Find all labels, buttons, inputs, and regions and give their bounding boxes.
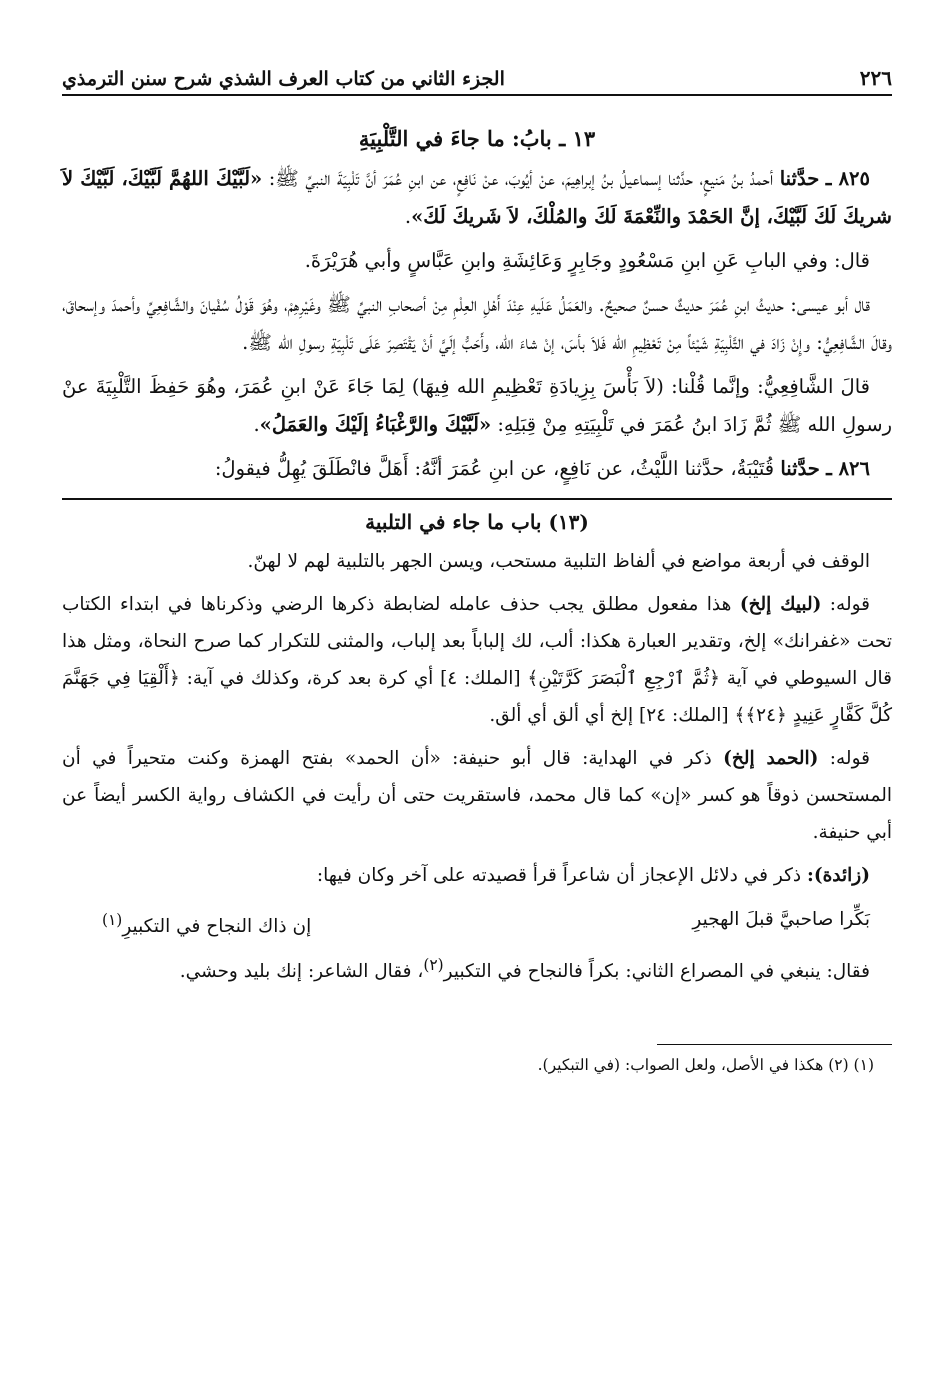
page-number: ٢٢٦ bbox=[859, 66, 892, 90]
hadith-number: ٨٢٦ ـ bbox=[826, 457, 870, 480]
p2-keyword: (لبيك إلخ) bbox=[739, 594, 822, 615]
commentary-title: (١٣) باب ما جاء في التلبية bbox=[365, 510, 589, 534]
poetry-verse bbox=[62, 900, 892, 947]
p4-text: ذكر في دلائل الإعجاز أن شاعراً قرأ قصيدته على آخر وكان فيها: bbox=[316, 865, 802, 886]
shafii-talbiya: «لَبَّيْكَ والرَّغْبَاءُ إلَيْكَ والعَمَلُ» bbox=[259, 413, 492, 436]
verse-first-hemistich: بَكِّرا صاحبيَّ قبلَ الهجيرِ bbox=[692, 909, 870, 930]
hadith-lead: حدَّثنا bbox=[779, 167, 820, 190]
commentary-p2 bbox=[62, 586, 892, 734]
hadith-825 bbox=[62, 160, 892, 236]
chapter-heading: ١٣ ـ بابُ: ما جاءَ في التَّلْبِيَةِ bbox=[358, 126, 596, 151]
p2-text: هذا مفعول مطلق يجب حذف عامله لضابطة ذكرها الرضي وذكرناها في ابتداء الكتاب تحت «غفرانك» إلخ، وتقدير العبارة هكذا: ألب، لك إلباباً بعد إلباب، والمثنى للتكرار كما صرح النحاة، ومثل هذا قال السيوطي في آية ﴿ثُمَّ ٱرْجِعِ ٱلْبَصَرَ كَرَّتَيْنِ﴾ [الملك: ٤] أي كرة بعد كرة، وكذلك في آية: ﴿أَلْقِيَا فِي جَهَنَّمَ كُلَّ كَفَّارٍ عَنِيدٍ ﴿٢٤﴾﴾ [الملك: ٢٤] إلخ أي ألق أي ألق. bbox=[62, 594, 892, 726]
paragraph-shafii bbox=[62, 368, 892, 444]
p4-keyword: (زائدة): bbox=[807, 865, 870, 886]
p3-keyword: (الحمد إلخ) bbox=[723, 748, 819, 769]
hadith-chain: أحمدُ بنُ مَنيعٍ، حدَّثنا إسماعيلُ بنُ إبراهِيمَ، عنْ أيُوبَ، عنْ نَافِعٍ، عن ابنِ عُمَرَ أنَّ تَلْبِيَةَ النبيِّ ﷺ: bbox=[268, 167, 774, 190]
shafii-text: قالَ الشَّافِعِيُّ: وإنَّما قُلْنا: (لاَ بَأْسَ بِزِيادَةِ تَعْظِيمِ الله فِيهَا) لِمَا جَاءَ عَنْ ابنِ عُمَرَ، وهُوَ حَفِظَ التَّلْبِيَةَ عنْ رسولِ الله ﷺ ثُمَّ زَادَ ابنُ عُمَرَ في تَلْبِيَتِهِ مِنْ قِبَلِهِ: bbox=[62, 375, 892, 436]
main-text bbox=[62, 112, 892, 1079]
p3-text: ذكر في الهداية: قال أبو حنيفة: «أن الحمد» بفتح الهمزة وكنت متحيراً في أن المستحسن ذوقاً هو كسر «إن» كما قال محمد، فاستقريت حتى أن رأيت في الكشاف رواية الكسر أيضاً عن أبي حنيفة. bbox=[62, 748, 892, 843]
hadith-end: . bbox=[404, 205, 412, 228]
commentary-p5: فقال: ينبغي في المصراع الثاني: بكراً فالنجاح في التكبير$^{(٢)}$، فقال الشاعر: إنك بليد وحشي. bbox=[179, 956, 870, 983]
footnote-ref: (١) bbox=[102, 911, 123, 929]
page-header bbox=[62, 58, 892, 96]
footnote-ref: (٢) bbox=[423, 956, 444, 975]
commentary-p1: الوقف في أربعة مواضع في ألفاظ التلبية مستحب، ويسن الجهر بالتلبية لهم لا لهنّ. bbox=[247, 551, 870, 572]
p2-lead: قوله: bbox=[829, 594, 870, 615]
commentary-p3 bbox=[62, 740, 892, 851]
p3-lead: قوله: bbox=[829, 748, 870, 769]
hadith-text: قُتَيْبَةُ، حدَّثنا اللَّيْثُ، عن نَافِعٍ، عن ابنِ عُمَرَ أنَّهُ: أَهَلَّ فانْطَلَقَ يُهِلُّ فيقولُ: bbox=[214, 457, 775, 480]
talbiya-text: «لَبَّيْكَ اللهُمَّ لَبَّيْكَ، لَبَّيْكَ لاَ شريكَ لَكَ لَبَّيْكَ، إنَّ الحَمْدَ والنِّعْمَةَ لَكَ والمُلْكَ، لاَ شَريكَ لَكَ» bbox=[62, 167, 892, 228]
shafii-end: . bbox=[253, 413, 260, 436]
footnote: (١) (٢) هكذا في الأصل، ولعل الصواب: (في التبكير). bbox=[537, 1056, 874, 1075]
hadith-lead: حدَّثنا bbox=[780, 457, 820, 480]
running-title: الجزء الثاني من كتاب العرف الشذي شرح سنن الترمذي bbox=[62, 68, 505, 90]
footnote-divider bbox=[657, 1044, 892, 1045]
hadith-826 bbox=[62, 450, 892, 488]
verse-second-hemistich: إن ذاك النجاح في التكبيرِ$^{(١)}$ bbox=[102, 911, 312, 938]
paragraph-bab: قال: وفي البابِ عَنِ ابنِ مَسْعُودٍ وجَابِرٍ وَعَائِشَةِ وابنِ عَبَّاسٍ وأبي هُرَيْرَةَ. bbox=[304, 249, 870, 272]
commentary bbox=[62, 504, 892, 990]
paragraph-abu-isa: قال أبو عيسى: حديثُ ابنِ عُمَرَ حديثٌ حسنٌ صحيحٌ. والعَمَلُ عَلَيهِ عِنْدَ أَهْلِ العِلْمِ مِنْ أصحابِ النبيِّ ﷺ وغَيْرِهِمْ، وهُوَ قَوْلُ سُفْيانَ والشَّافِعِيِّ وأحمدَ وإسحاقَ، وقالَ الشَّافِعِيُّ: وإِنْ زَادَ في التَّلْبِيَةِ شَيْئاً مِنْ تَعْظِيمِ الله فَلاَ بأسَ، إنْ شاءَ الله، وأَحَبُّ إلَيَّ أنْ يَقْتَصِرَ عَلَى تَلْبِيَةِ رسولِ الله ﷺ. bbox=[62, 293, 892, 354]
commentary-p4 bbox=[62, 857, 892, 894]
section-divider bbox=[62, 498, 892, 500]
hadith-number: ٨٢٥ ـ bbox=[825, 167, 870, 190]
